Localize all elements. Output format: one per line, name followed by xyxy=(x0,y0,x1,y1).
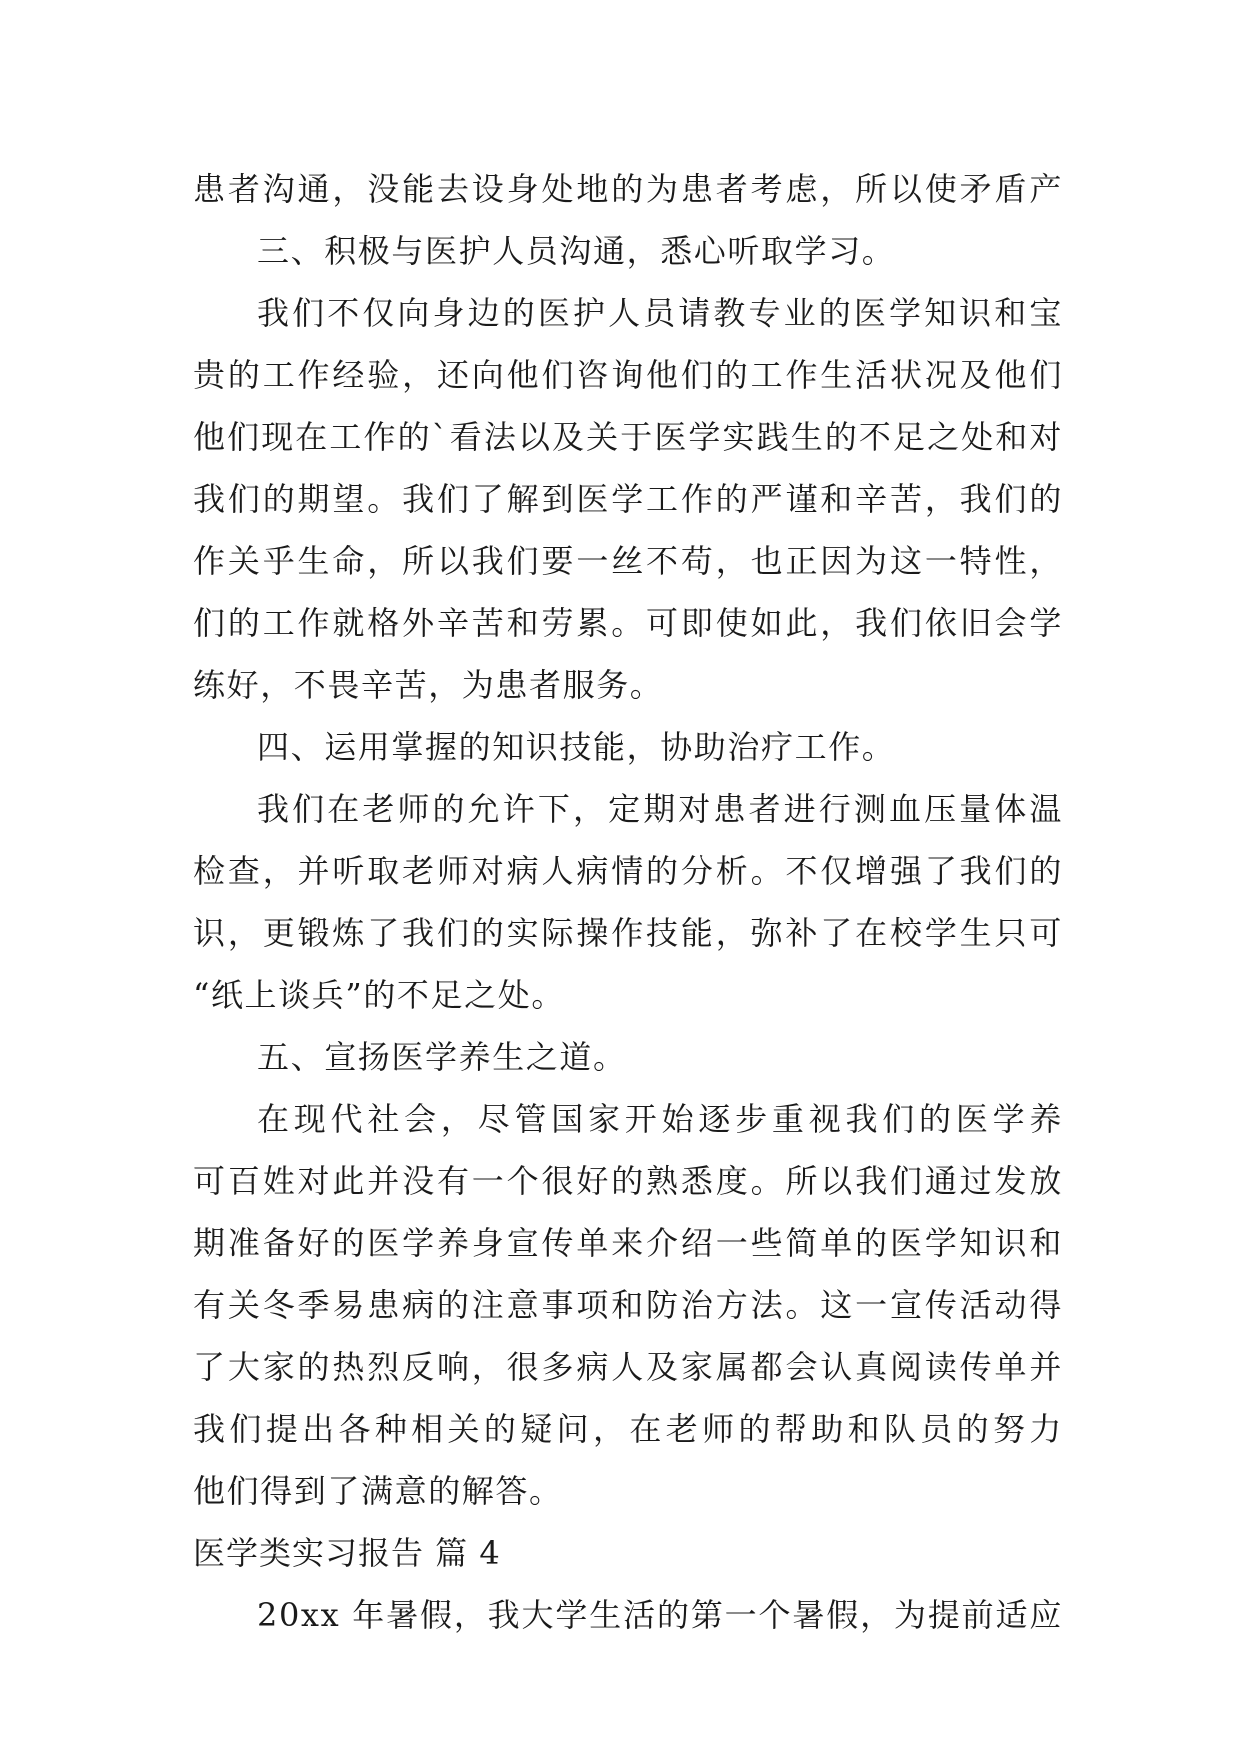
text-line: 了大家的热烈反响，很多病人及家属都会认真阅读传单并 xyxy=(193,1348,1063,1386)
text-line: 20xx 年暑假，我大学生活的第一个暑假，为提前适应 xyxy=(257,1596,1063,1634)
text-line: 有关冬季易患病的注意事项和防治方法。这一宣传活动得 xyxy=(193,1286,1063,1324)
text-line: 检查，并听取老师对病人病情的分析。不仅增强了我们的 xyxy=(193,852,1063,890)
text-line: 在现代社会，尽管国家开始逐步重视我们的医学养 xyxy=(257,1100,1063,1138)
text-line: 我们在老师的允许下，定期对患者进行测血压量体温 xyxy=(257,790,1063,828)
text-line: 们的工作就格外辛苦和劳累。可即使如此，我们依旧会学 xyxy=(193,604,1063,642)
text-line: 五、宣扬医学养生之道。 xyxy=(257,1038,627,1076)
text-line: 识，更锻炼了我们的实际操作技能，弥补了在校学生只可 xyxy=(193,914,1063,952)
text-line: 我们的期望。我们了解到医学工作的严谨和辛苦，我们的 xyxy=(193,480,1063,518)
text-line: 练好，不畏辛苦，为患者服务。 xyxy=(193,666,664,704)
text-line: “纸上谈兵”的不足之处。 xyxy=(193,976,565,1014)
section-heading: 医学类实习报告 篇 4 xyxy=(193,1534,501,1572)
text-line: 我们提出各种相关的疑问，在老师的帮助和队员的努力 xyxy=(193,1410,1063,1448)
document-body xyxy=(193,158,1063,1646)
text-line: 四、运用掌握的知识技能，协助治疗工作。 xyxy=(257,728,896,766)
text-line: 我们不仅向身边的医护人员请教专业的医学知识和宝 xyxy=(257,294,1063,332)
text-line: 作关乎生命，所以我们要一丝不苟，也正因为这一特性， xyxy=(193,542,1063,580)
text-line: 三、积极与医护人员沟通，悉心听取学习。 xyxy=(257,232,896,270)
text-line: 他们现在工作的`看法以及关于医学实践生的不足之处和对 xyxy=(193,418,1063,456)
text-line: 贵的工作经验，还向他们咨询他们的工作生活状况及他们 xyxy=(193,356,1063,394)
text-line: 可百姓对此并没有一个很好的熟悉度。所以我们通过发放 xyxy=(193,1162,1063,1200)
text-line: 患者沟通，没能去设身处地的为患者考虑，所以使矛盾产 xyxy=(193,170,1063,208)
text-line: 期准备好的医学养身宣传单来介绍一些简单的医学知识和 xyxy=(193,1224,1063,1262)
text-line: 他们得到了满意的解答。 xyxy=(193,1472,563,1510)
